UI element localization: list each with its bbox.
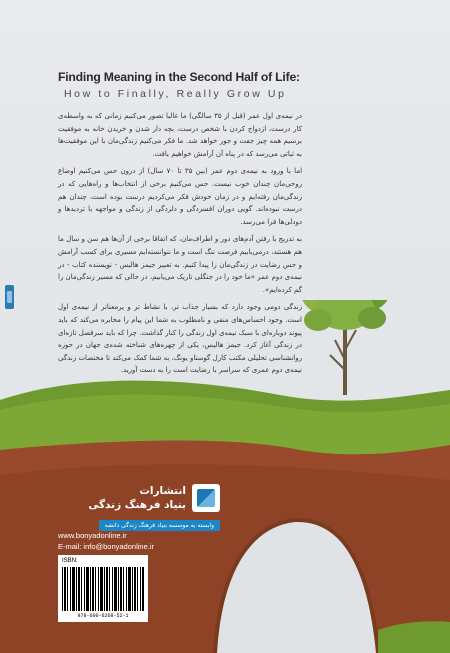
english-title: Finding Meaning in the Second Half of Life: — [58, 70, 300, 84]
publisher-name-line1: انتشارات — [139, 485, 186, 497]
tree-icon — [300, 300, 391, 395]
email-link[interactable]: E-mail: info@bonyadonline.ir — [58, 542, 154, 551]
paragraph: در نیمه‌ی اول عمر (قبل از ۳۵ سالگی) ما غالبا تصور می‌کنیم زمانی که به واسطه‌ی کار درست، ازدواج کردن با شخص درست، بچه دار شدن و خریدن خانه به موفقیت برسیم همه چیز جفت و جور خواهد شد. ما فکر می‌کنیم زندگی‌مان با این موفقیت‌ها به ثباتی می‌رسد که در پناه آن آرامش خواهیم یافت. — [58, 112, 302, 158]
isbn-barcode — [58, 555, 148, 622]
paragraph: به تدریج با رفتن آدم‌های دور و اطراف‌مان، که اتفاقا برخی از آن‌ها هم سن و سال ما هم هستند، درمی‌یابیم فرصت تنگ است و ما نتوانسته‌ایم مسیری برای کسب آرامش و حس رضایت در زندگی‌مان را پیدا کنیم. به تعبیر جیمز هالیس - نویسنده کتاب - در نیمه‌ی دوم عمر «ما خود را در جنگلی تاریک می‌یابیم، در حالی که مسیر زندگی‌مان را گم کرده‌ایم». — [58, 235, 302, 294]
paragraph: زندگی دومی وجود دارد که بسیار جذاب تر، با نشاط تر و پرمعناتر از نیمه‌ی اول است. وجود احساس‌های منفی و نامطلوب به شما این پیام را مخابره می‌کند که باید پیوند دوباره‌ای با سبک نیمه‌ی اول زندگی را کنار گذاشت. چرا که باید سرفصل تازه‌ای در زندگی آغاز کرد. جیمز هالیس، یکی از چهره‌های شناخته شده‌ی جهان در حوزه روانشناسی تحلیلی مکتب کارل گوستاو یونگ، به شما کمک می‌کند تا مختصات زندگی نیمه‌ی دوم عمری که سراسر با رضایت است را به دست آورید. — [58, 303, 302, 375]
english-subtitle: How to Finally, Really Grow Up — [64, 88, 287, 100]
isbn-label: ISBN: — [62, 558, 78, 564]
isbn-number: 978-600-6268-52-1 — [77, 613, 129, 619]
contact-info — [58, 530, 154, 552]
paragraph: اما با ورود به نیمه‌ی دوم عمر (بین ۳۵ تا ۷۰ سال) از درون حس می‌کنیم اوضاع روحی‌مان چندان خوب نیست. حس می‌کنیم برخی از انتخاب‌ها و راه‌هایی که در زندگی‌مان رفته‌ایم و در زمان خودش فکر می‌کردیم درست بوده است، چندان هم درست نبوده‌اند. گویی دوران افسردگی و دلزدگی از زندگی و مواجهه با تردیدها و دودلی‌ها فرا می‌رسد. — [58, 167, 303, 226]
publisher-logo-icon — [192, 484, 220, 512]
publisher-block — [30, 484, 220, 531]
barcode-bars — [62, 567, 144, 611]
website-link[interactable]: www.bonyadonline.ir — [58, 531, 127, 540]
publisher-name-line2: بنیاد فرهنگ زندگی — [88, 499, 186, 511]
publisher-tagline: وابسته به موسسه بنیاد فرهنگ زندگی دانشه — [99, 520, 220, 531]
